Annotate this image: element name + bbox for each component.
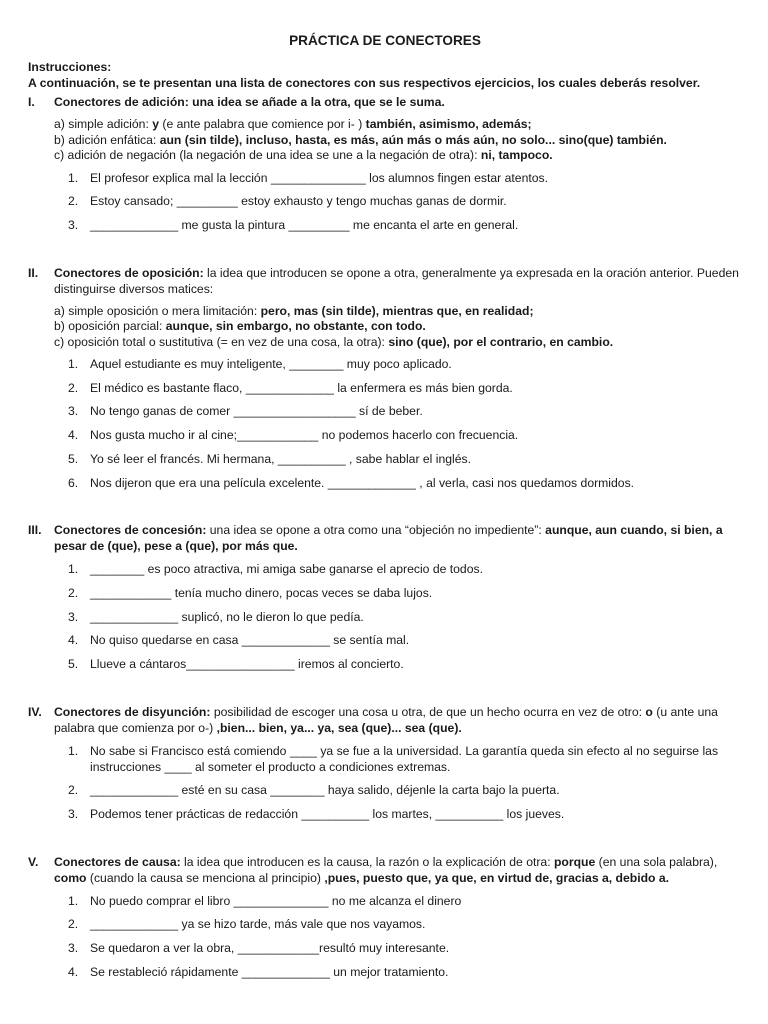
- exercise-item: 2. _____________ ya se hizo tarde, más vale que nos vayamos.: [68, 917, 426, 932]
- section-causa: [28, 854, 742, 980]
- section-heading: Conectores de oposición: la idea que introducen se opone a otra, generalmente ya expresada en la oración anterior. Pueden distinguirse diversos matices:: [54, 265, 739, 296]
- section-adicion: [28, 94, 742, 233]
- section-number: II.: [28, 265, 39, 280]
- connector-type: c) adición de negación (la negación de una idea se une a la negación de otra): ni, tampoco.: [54, 148, 553, 162]
- exercise-item: 1. No puedo comprar el libro ______________ no me alcanza el dinero: [68, 893, 462, 908]
- exercise-item: 2. Estoy cansado; _________ estoy exhausto y tengo muchas ganas de dormir.: [68, 194, 507, 209]
- connector-type: a) simple adición: y (e ante palabra que comience por i- ) también, asimismo, además;: [54, 117, 532, 131]
- exercise-item: 1. No sabe si Francisco está comiendo ____ ya se fue a la universidad. La garantía queda sin efecto al no seguirse las instrucciones ____ al someter el producto a condiciones extremas.: [68, 743, 719, 774]
- section-heading: Conectores de adición: una idea se añade a la otra, que se le suma.: [54, 95, 445, 109]
- connector-type: b) adición enfática: aun (sin tilde), incluso, hasta, es más, aún más o más aún, no solo... sino(que) también.: [54, 132, 667, 147]
- exercise-item: 5. Llueve a cántaros________________ iremos al concierto.: [68, 656, 404, 671]
- section-concesion: [28, 522, 742, 672]
- section-number: I.: [28, 95, 35, 109]
- exercise-item: 4. Se restableció rápidamente _____________ un mejor tratamiento.: [68, 964, 449, 979]
- exercise-item: 1. ________ es poco atractiva, mi amiga sabe ganarse el aprecio de todos.: [68, 562, 483, 577]
- exercise-item: 1. Aquel estudiante es muy inteligente, ________ muy poco aplicado.: [68, 357, 452, 372]
- section-heading: Conectores de disyunción: posibilidad de escoger una cosa u otra, de que un hecho ocurra en vez de otro: o (u ante una palabra que comienza por o-) ,bien... bien, ya... ya, sea (que)... sea (que).: [54, 704, 718, 735]
- exercise-item: 3. _____________ me gusta la pintura _________ me encanta el arte en general.: [68, 217, 519, 232]
- section-heading: Conectores de causa: la idea que introducen es la causa, la razón o la explicación de otra: porque (en una sola palabra), como (cuando la causa se menciona al principio) ,pues, puesto que, ya que, en virtud de, gracias a, debido a.: [54, 854, 718, 885]
- exercise-item: 1. El profesor explica mal la lección ______________ los alumnos fingen estar atentos.: [68, 170, 548, 185]
- section-disyuncion: [28, 704, 742, 822]
- exercise-item: 3. Podemos tener prácticas de redacción __________ los martes, __________ los jueves.: [68, 807, 565, 821]
- section-number: III.: [28, 523, 42, 538]
- page-title: PRÁCTICA DE CONECTORES: [289, 33, 481, 48]
- exercise-item: 4. Nos gusta mucho ir al cine;____________ no podemos hacerlo con frecuencia.: [68, 428, 519, 443]
- instructions-label: Instrucciones:: [28, 60, 112, 74]
- instructions-text: A continuación, se te presentan una lista de conectores con sus respectivos ejercicios, los cuales deberás resolver.: [28, 76, 701, 90]
- connector-type: a) simple oposición o mera limitación: pero, mas (sin tilde), mientras que, en realidad;: [54, 303, 534, 318]
- exercise-item: 3. _____________ suplicó, no le dieron lo que pedía.: [68, 609, 364, 624]
- connector-type: c) oposición total o sustitutiva (= en vez de una cosa, la otra): sino (que), por el contrario, en cambio.: [54, 334, 614, 349]
- exercise-item: 5. Yo sé leer el francés. Mi hermana, __________ , sabe hablar el inglés.: [68, 451, 471, 466]
- connector-type: b) oposición parcial: aunque, sin embargo, no obstante, con todo.: [54, 319, 426, 334]
- exercise-item: 2. _____________ esté en su casa ________ haya salido, déjenle la carta bajo la puerta.: [68, 783, 560, 798]
- section-number: IV.: [28, 704, 42, 719]
- section-number: V.: [28, 854, 39, 869]
- section-heading: Conectores de concesión: una idea se opone a otra como una “objeción no impediente”: aunque, aun cuando, si bien, a pesar de (que), pese a (que), por más que.: [54, 523, 723, 554]
- exercise-item: 3. Se quedaron a ver la obra, ____________resultó muy interesante.: [68, 941, 450, 956]
- exercise-item: 6. Nos dijeron que era una película excelente. _____________ , al verla, casi nos quedamos dormidos.: [68, 475, 635, 490]
- section-oposicion: [28, 265, 742, 491]
- exercise-item: 2. ____________ tenía mucho dinero, pocas veces se daba lujos.: [68, 585, 433, 600]
- exercise-item: 3. No tengo ganas de comer __________________ sí de beber.: [68, 404, 423, 419]
- exercise-item: 2. El médico es bastante flaco, _____________ la enfermera es más bien gorda.: [68, 380, 513, 395]
- exercise-item: 4. No quiso quedarse en casa _____________ se sentía mal.: [68, 633, 410, 648]
